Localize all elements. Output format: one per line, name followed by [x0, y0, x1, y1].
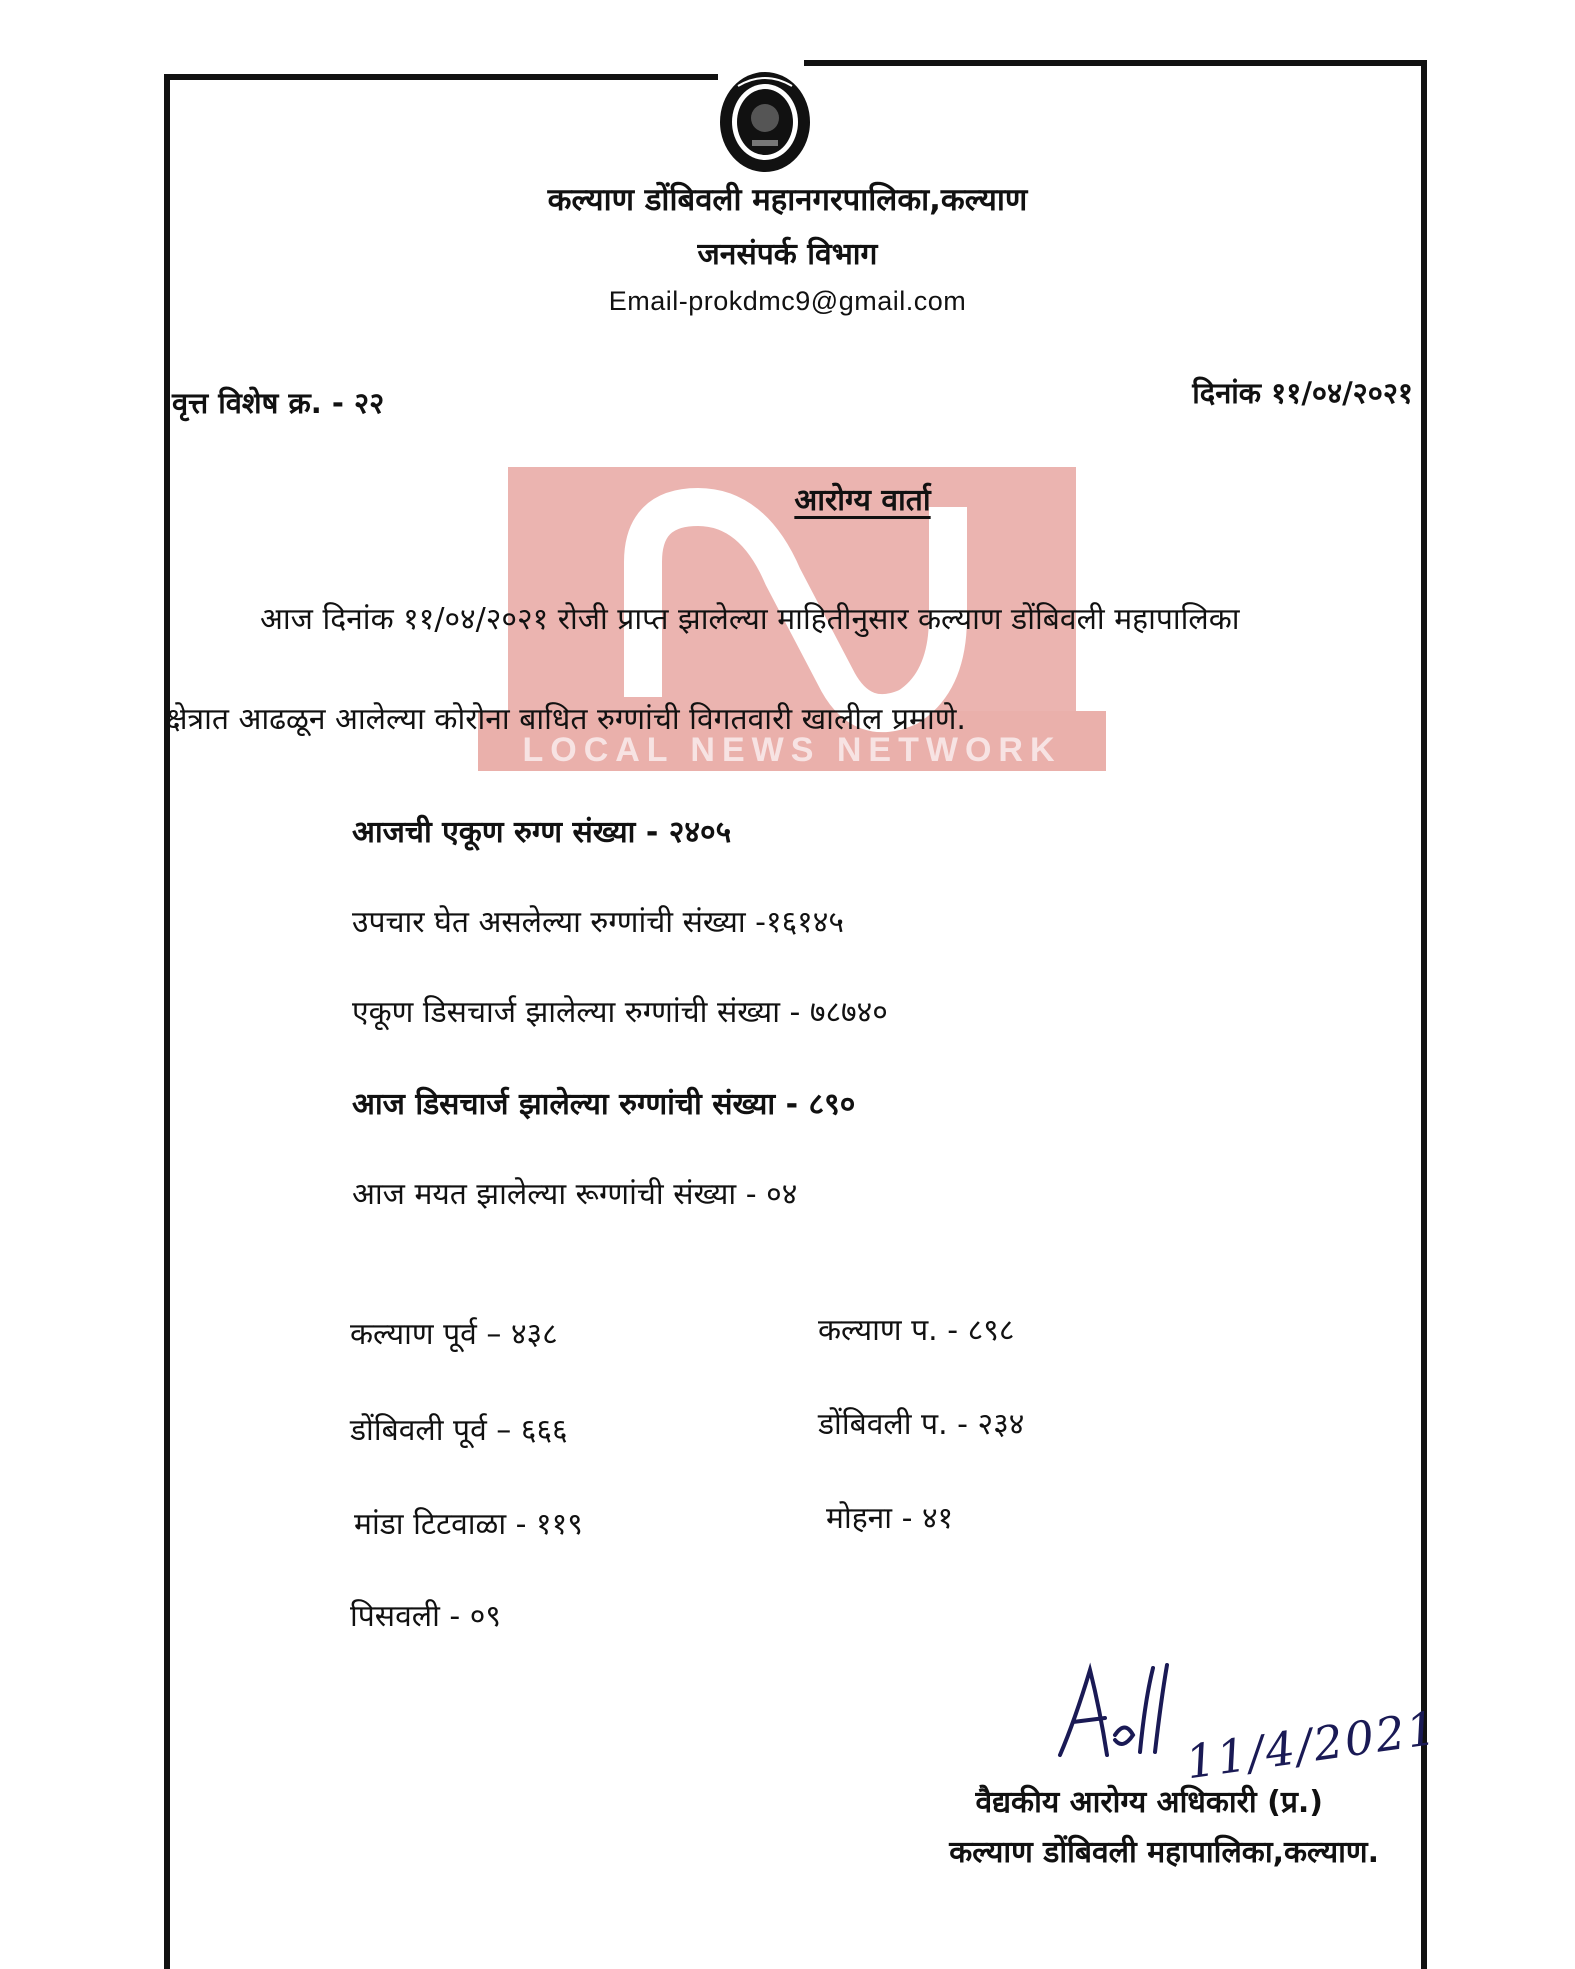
- intro-line-1: आज दिनांक ११/०४/२०२१ रोजी प्राप्त झालेल्या माहितीनुसार कल्याण डोंबिवली महापालिका: [260, 602, 1240, 637]
- organization-title: कल्याण डोंबिवली महानगरपालिका,कल्याण: [547, 182, 1028, 218]
- signature-date: 11/4/2021: [1182, 1700, 1442, 1790]
- department-name: जनसंपर्क विभाग: [697, 237, 878, 272]
- municipal-seal-emblem: [718, 70, 812, 174]
- ward-dombivli-west: डोंबिवली प. - २३४: [818, 1407, 1025, 1442]
- ward-kalyan-west: कल्याण प. - ८९८: [818, 1313, 1015, 1348]
- watermark-text: LOCAL NEWS NETWORK: [522, 731, 1062, 769]
- ward-pisavali: पिसवली - ०९: [350, 1599, 501, 1634]
- frame-right: [1421, 60, 1427, 1969]
- stat-today-discharged: आज डिसचार्ज झालेल्या रुग्णांची संख्या - ८९०: [352, 1087, 856, 1122]
- stat-total-discharged: एकूण डिसचार्ज झालेल्या रुग्णांची संख्या - ७८७४०: [352, 995, 888, 1030]
- bulletin-heading: आरोग्य वार्ता: [794, 483, 931, 518]
- frame-top-left: [164, 74, 718, 80]
- signatory-designation: वैद्यकीय आरोग्य अधिकारी (प्र.): [975, 1785, 1323, 1820]
- stat-today-deaths: आज मयत झालेल्या रूग्णांची संख्या - ०४: [352, 1177, 798, 1212]
- ward-mohana: मोहना - ४१: [826, 1501, 954, 1536]
- signatory-organization: कल्याण डोंबिवली महापालिका,कल्याण.: [949, 1835, 1379, 1870]
- document-date: दिनांक ११/०४/२०२१: [1192, 376, 1413, 410]
- stat-today-total: आजची एकूण रुग्ण संख्या - २४०५: [352, 815, 732, 850]
- frame-top-right: [804, 60, 1426, 66]
- reference-number: वृत्त विशेष क्र. - २२: [172, 386, 385, 420]
- intro-line-2: क्षेत्रात आढळून आलेल्या कोरोना बाधित रुग्णांची विगतवारी खालील प्रमाणे.: [166, 702, 966, 737]
- stat-under-treatment: उपचार घेत असलेल्या रुग्णांची संख्या -१६१४५: [352, 905, 844, 940]
- ward-manda-titwala: मांडा टिटवाळा - ११९: [354, 1507, 583, 1542]
- contact-email: Email-prokdmc9@gmail.com: [608, 286, 967, 316]
- ward-dombivli-east: डोंबिवली पूर्व – ६६६: [350, 1413, 568, 1448]
- ward-kalyan-east: कल्याण पूर्व – ४३८: [350, 1317, 558, 1352]
- frame-left: [164, 74, 170, 1969]
